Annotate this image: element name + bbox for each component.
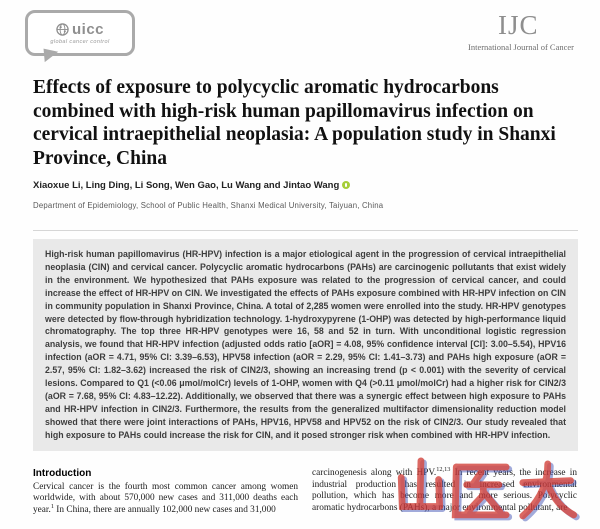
body-columns xyxy=(33,465,578,517)
intro-text: Cervical cancer is the fourth most common cancer among women worldwide, with about 570,000 new cases and 311,000 deaths each year. xyxy=(33,481,298,516)
author-line xyxy=(33,180,578,191)
affiliation-line: Department of Epidemiology, School of Public Health, Shanxi Medical University, Taiyuan, China xyxy=(33,201,384,210)
uicc-logo xyxy=(25,10,135,56)
orcid-icon[interactable] xyxy=(342,181,350,189)
uicc-tagline: global cancer control xyxy=(50,39,110,45)
globe-icon xyxy=(56,23,69,36)
citation-ref[interactable]: 1 xyxy=(50,503,54,511)
body-text: carcinogenesis along with HPV. xyxy=(312,468,437,478)
article-title: Effects of exposure to polycyclic aromatic hydrocarbons combined with high-risk human papillomavirus infection on cervical intraepithelial neoplasia: A population study in Shanxi Province, China xyxy=(33,77,556,169)
introduction-heading: Introduction xyxy=(33,468,92,479)
uicc-logo-text: uicc xyxy=(71,21,104,38)
journal-mark xyxy=(468,12,586,52)
header-divider xyxy=(33,230,578,231)
citation-ref[interactable]: 12,13 xyxy=(436,465,451,473)
journal-name: International Journal of Cancer xyxy=(468,42,574,52)
body-text: In recent years, the increase in industrial production has resulted in increased environmental pollution, which has become more and more serious. Polycyclic aromatic hydrocarbons (PAHs), a major environmental pollutant, are xyxy=(312,468,577,514)
journal-abbrev: IJC xyxy=(498,10,539,40)
intro-text: In China, there are annually 102,000 new cases and 31,000 xyxy=(53,505,276,516)
uicc-logo-tail xyxy=(41,49,58,65)
author-names: Xiaoxue Li, Ling Ding, Li Song, Wen Gao, Lu Wang and Jintao Wang xyxy=(33,180,340,191)
right-column xyxy=(312,465,577,517)
left-column xyxy=(33,468,298,517)
abstract-box: High-risk human papillomavirus (HR-HPV) infection is a major etiological agent in the progression of cervical intraepithelial neoplasia (CIN) and cervical cancer. Polycyclic aromatic hydrocarbons (PAHs) are carcinogenic pollutants that exist widely in the environment. We hypothesized that PAHs exposure was related to the progression of cervical cancer, and could increase the effect of HR-HPV on CIN. We investigated the effects of PAHs exposure combined with HR-HPV infection on CIN in community population in Shanxi Province, China. A total of 2,285 women were enrolled into the study. HR-HPV genotypes were detected by flow-through hybridization technology. 1-hydroxypyrene (1-OHP) was detected by high-performance liquid chromatography. The top three HR-HPV genotypes were 16, 58 and 52 in turn. With unconditional logistic regression analysis, we found that HR-HPV infection (adjusted odds ratio [aOR] = 4.08, 95% confidence interval [CI]: 3.00–5.54), HPV16 infection (aOR = 4.71, 95% CI: 3.39–6.53), HPV58 infection (aOR = 2.29, 95% CI: 1.41–3.73) and PAHs high exposure (aOR = 2.57, 95% CI: 1.82–3.62) increased the risk of CIN2/3, showing an increasing trend (p < 0.001) with the severity of cervical lesions. Compared to Q1 (<0.06 μmol/molCr) levels of 1-OHP, women with Q4 (>0.11 μmol/molCr) had a higher risk for CIN2/3 (aOR = 7.68, 95% CI: 4.83–12.22). Additionally, we observed that there was a synergic effect between high exposure to PAHs and HR-HPV infection in CIN2/3. Furthermore, the results from the generalized multifactor dimensionality reduction model showed that there were joint interactions of PAHs, HPV16, HPV58 and HPV52 on the risk of CIN2/3. Our study revealed that high exposure to PAHs could increase the risk for CIN, and it posed stronger risk when combined with HR-HPV infection. xyxy=(33,239,578,451)
